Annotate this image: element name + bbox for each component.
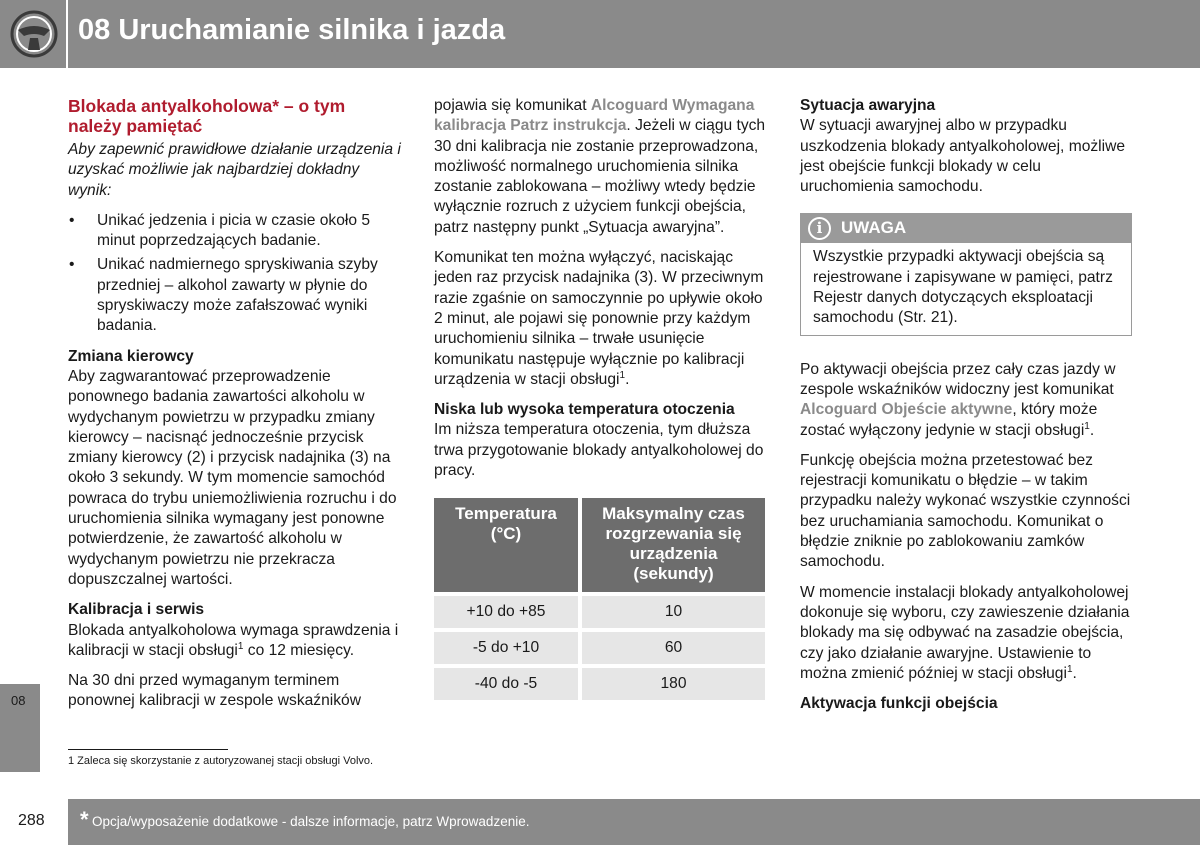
text-span: . bbox=[625, 370, 630, 388]
chapter-side-tab bbox=[0, 684, 40, 772]
paragraph-calibration-message bbox=[434, 96, 766, 238]
subheading-driver-change: Zmiana kierowcy bbox=[68, 347, 194, 365]
chapter-number: 08 bbox=[11, 693, 26, 708]
text-span: Komunikat ten można wyłączyć, naciskając jeden raz przycisk nadajnika (3). W przeciwnym razie zgaśnie on samoczynnie po upływie około 2 minut, ale pojawi się ponownie przy każdym uruchomieniu silnika – trwałe usunięcie komunikatu następuje wyłącznie po kalibracji urządzenia w stacji obsługi bbox=[434, 249, 764, 388]
table-cell: 10 bbox=[582, 592, 765, 628]
steering-wheel-icon bbox=[0, 0, 68, 68]
text-span: . bbox=[1089, 421, 1095, 439]
table-header-warmup-time: Maksymalny czas rozgrzewania się urządzenia (sekundy) bbox=[582, 498, 765, 592]
page-number: 288 bbox=[18, 812, 45, 829]
footnote-ref: 1 bbox=[619, 369, 626, 381]
text-span: pojawia się komunikat bbox=[434, 97, 591, 114]
table-row bbox=[434, 628, 765, 664]
subheading-temperature: Niska lub wysoka temperatura otoczenia bbox=[434, 401, 735, 419]
footer-asterisk: * bbox=[80, 807, 89, 832]
paragraph-calibration bbox=[68, 621, 403, 662]
note-text: Wszystkie przypadki aktywacji obejścia są rejestrowane i zapisywane w pamięci, patrz Rejestr danych dotyczących eksploatacji samochodu (Str. 21). bbox=[813, 248, 1113, 327]
section-title: Blokada antyalkoholowa* – o tym należy pamiętać bbox=[68, 96, 346, 136]
footnote-divider bbox=[68, 749, 228, 750]
chapter-icon-box bbox=[0, 0, 68, 68]
text-span: co 12 miesięcy. bbox=[243, 641, 355, 659]
bullet-list bbox=[68, 211, 403, 337]
text-span: W momencie instalacji blokady antyalkoholowej dokonuje się wyboru, czy zawieszenie działania blokady ma się odbywać na zasadzie obejścia, czy jako działanie awaryjne. Ustawienie to można zmienić później w stacji obsługi bbox=[800, 583, 1130, 682]
subheading-activation: Aktywacja funkcji obejścia bbox=[800, 695, 998, 713]
chapter-title: 08 Uruchamianie silnika i jazda bbox=[78, 14, 506, 46]
text-span: , który może zostać wyłączony jedynie w stacji obsługi bbox=[800, 401, 1098, 439]
table-row bbox=[434, 592, 765, 628]
column-2 bbox=[434, 96, 766, 700]
table-cell: +10 do +85 bbox=[434, 592, 582, 628]
text-span: . Jeżeli w ciągu tych 30 dni kalibracja nie zostanie przeprowadzona, możliwość normalnego uruchomienia silnika zostanie zablokowana – możliwy wtedy będzie wyłącznie rozruch z użyciem funkcji obejścia, patrz następny punkt „Sytuacja awaryjna”. bbox=[434, 117, 766, 236]
column-1 bbox=[68, 96, 403, 722]
note-header bbox=[801, 214, 1131, 243]
paragraph-message-off bbox=[434, 248, 766, 390]
footnote-ref: 1 bbox=[1066, 663, 1073, 675]
paragraph-emergency: W sytuacji awaryjnej albo w przypadku uszkodzenia blokady antyalkoholowej, możliwe jest obejście funkcji blokady w celu uruchomienia samochodu. bbox=[800, 117, 1126, 196]
footnote-ref: 1 bbox=[1084, 420, 1090, 432]
page-footer bbox=[68, 799, 1200, 845]
note-box bbox=[800, 213, 1132, 335]
text-span: Po aktywacji obejścia przez cały czas jazdy w zespole wskaźników widoczny jest komunikat bbox=[800, 360, 1116, 398]
paragraph-bypass-test: Funkcję obejścia można przetestować bez rejestracji komunikatu o błędzie – w takim przypadku należy wykonać wszystkie czynności bez uruchamiania samochodu. Komunikat o błędzie zniknie po zablokowaniu zamków samochodu. bbox=[800, 451, 1131, 571]
warmup-table bbox=[434, 498, 765, 700]
intro-text: Aby zapewnić prawidłowe działanie urządzenia i uzyskać możliwie jak najbardziej dokładny wynik: bbox=[68, 141, 401, 199]
paragraph-driver-change: Aby zagwarantować przeprowadzenie ponownego badania zawartości alkoholu w wydychanym powietrzu w przypadku zmiany kierowcy – nacisnąć jednocześnie przycisk zmiany kierowcy (2) i przycisk nadajnika (3) na około 3 sekundy. W tym momencie samochód powraca do trybu uniemożliwienia rozruchu i do uruchomienia silnika wymagany jest ponowne potwierdzenie, że zawartość alkoholu w wydychanym powietrzu nie przekracza dopuszczalnej wartości. bbox=[68, 367, 397, 588]
table-cell: -40 do -5 bbox=[434, 664, 582, 700]
text-span: . bbox=[1072, 664, 1077, 682]
table-header-temperature: Temperatura (°C) bbox=[434, 498, 582, 592]
table-cell: 60 bbox=[582, 628, 765, 664]
list-item: • Unikać nadmiernego spryskiwania szyby przedniej – alkohol zawarty w płynie do spryskiwaczy może zafałszować wyniki badania. bbox=[68, 255, 403, 336]
table-row bbox=[434, 664, 765, 700]
footnote: 1 Zaleca się skorzystanie z autoryzowanej stacji obsługi Volvo. bbox=[68, 755, 374, 767]
display-message: Alcoguard Objeście aktywne bbox=[800, 401, 1013, 419]
table-cell: 180 bbox=[582, 664, 765, 700]
display-message: Alcoguard Wymagana kalibracja Patrz instrukcja bbox=[434, 97, 755, 135]
table-cell: -5 do +10 bbox=[434, 628, 582, 664]
text-span: Blokada antyalkoholowa wymaga sprawdzenia i kalibracji w stacji obsługi bbox=[68, 621, 399, 659]
footer-text: Opcja/wyposażenie dodatkowe - dalsze informacje, patrz Wprowadzenie. bbox=[92, 814, 530, 829]
page-header bbox=[0, 0, 1200, 68]
subheading-calibration: Kalibracja i serwis bbox=[68, 601, 205, 619]
list-item: • Unikać jedzenia i picia w czasie około 5 minut poprzedzających badanie. bbox=[68, 211, 403, 252]
paragraph-temperature: Im niższa temperatura otoczenia, tym dłuższa trwa przygotowanie blokady antyalkoholowej do pracy. bbox=[434, 421, 764, 480]
column-3 bbox=[800, 96, 1132, 714]
paragraph-bypass-active bbox=[800, 360, 1132, 441]
subheading-emergency: Sytuacja awaryjna bbox=[800, 97, 936, 114]
note-title: UWAGA bbox=[841, 218, 907, 238]
footnote-ref: 1 bbox=[237, 640, 244, 652]
info-icon: i bbox=[808, 217, 831, 240]
paragraph-30-days: Na 30 dni przed wymaganym terminem ponownej kalibracji w zespole wskaźników bbox=[68, 672, 361, 710]
table-header-row bbox=[434, 498, 765, 592]
paragraph-installation bbox=[800, 583, 1132, 684]
